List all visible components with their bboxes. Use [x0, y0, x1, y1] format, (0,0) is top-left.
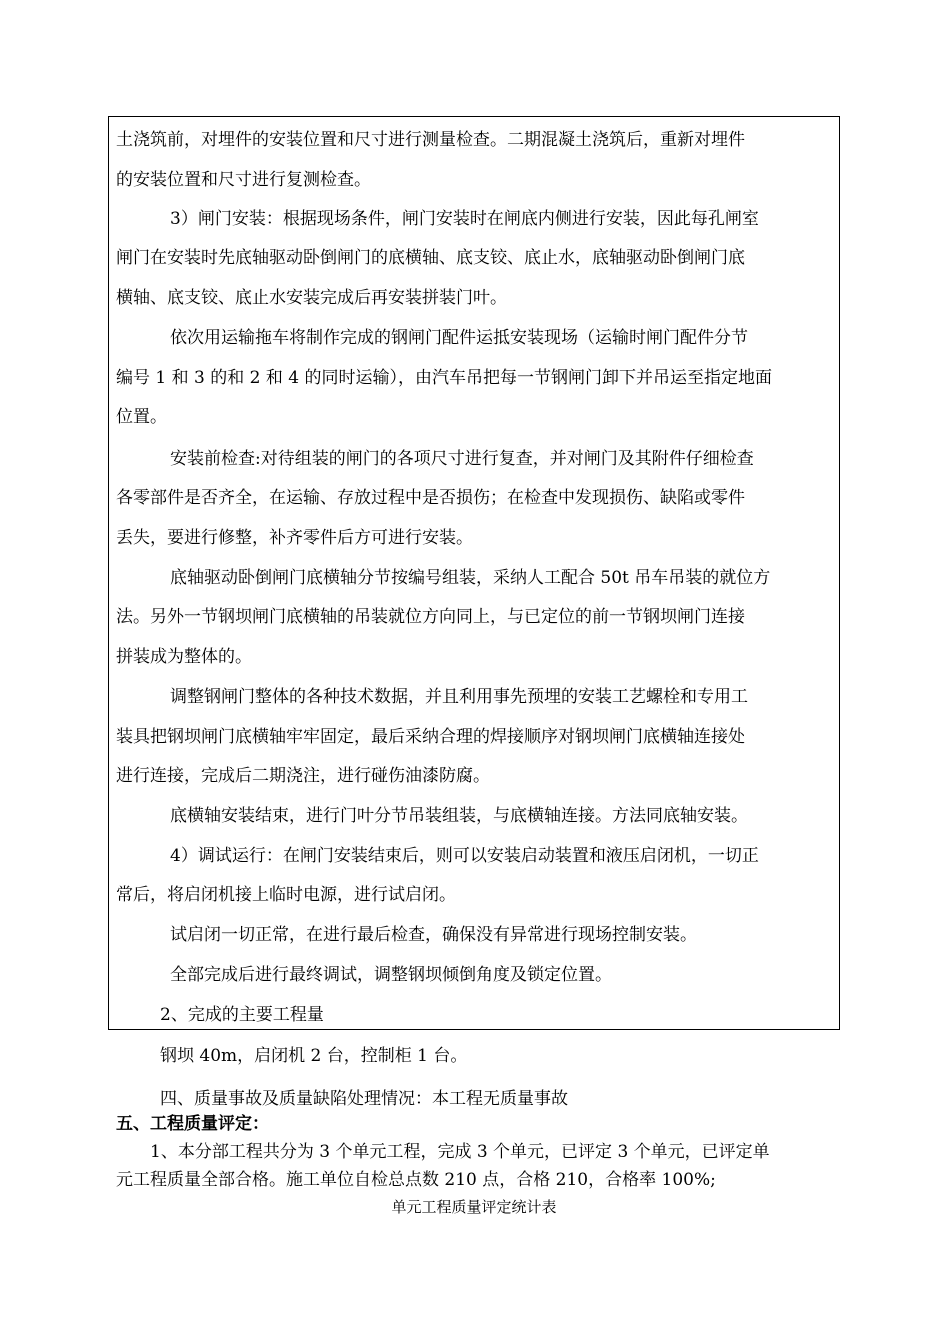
- text-line: 调整钢闸门整体的各种技术数据，并且利用事先预埋的安装工艺螺栓和专用工: [170, 687, 748, 707]
- text-line: 钢坝 40m，启闭机 2 台，控制柜 1 台。: [160, 1046, 468, 1066]
- text-line: 横轴、底支铰、底止水安装完成后再安装拼装门叶。: [116, 288, 507, 308]
- text-line: 底轴驱动卧倒闸门底横轴分节按编号组装，采纳人工配合 50t 吊车吊装的就位方: [170, 568, 771, 588]
- text-line: 3）闸门安装：根据现场条件，闸门安装时在闸底内侧进行安装，因此每孔闸室: [170, 209, 759, 229]
- text-line: 装具把钢坝闸门底横轴牢牢固定，最后采纳合理的焊接顺序对钢坝闸门底横轴连接处: [116, 727, 745, 747]
- text-line: 常后，将启闭机接上临时电源，进行试启闭。: [116, 885, 456, 905]
- text-line: 拼装成为整体的。: [116, 647, 252, 667]
- text-line: 依次用运输拖车将制作完成的钢闸门配件运抵安装现场（运输时闸门配件分节: [170, 328, 748, 348]
- text-line: 闸门在安装时先底轴驱动卧倒闸门的底横轴、底支铰、底止水，底轴驱动卧倒闸门底: [116, 248, 745, 268]
- table-caption: 单元工程质量评定统计表: [391, 1198, 557, 1216]
- text-line: 土浇筑前，对埋件的安装位置和尺寸进行测量检查。二期混凝土浇筑后，重新对埋件: [116, 130, 745, 150]
- text-line: 1、本分部工程共分为 3 个单元工程，完成 3 个单元，已评定 3 个单元，已评定单: [150, 1142, 770, 1162]
- text-line: 元工程质量全部合格。施工单位自检总点数 210 点，合格 210，合格率 100%;: [116, 1170, 716, 1190]
- text-line: 各零部件是否齐全，在运输、存放过程中是否损伤；在检查中发现损伤、缺陷或零件: [116, 488, 745, 508]
- text-line: 4）调试运行：在闸门安装结束后，则可以安装启动装置和液压启闭机，一切正: [170, 846, 759, 866]
- text-line: 位置。: [116, 407, 167, 427]
- text-line: 法。另外一节钢坝闸门底横轴的吊装就位方向同上，与已定位的前一节钢坝闸门连接: [116, 607, 745, 627]
- text-line: 安装前检查:对待组装的闸门的各项尺寸进行复查，并对闸门及其附件仔细检查: [170, 449, 754, 469]
- text-line: 的安装位置和尺寸进行复测检查。: [116, 170, 371, 190]
- text-line: 进行连接，完成后二期浇注，进行碰伤油漆防腐。: [116, 766, 490, 786]
- text-line: 编号 1 和 3 的和 2 和 4 的同时运输），由汽车吊把每一节钢闸门卸下并吊运至指定地面: [116, 368, 772, 388]
- text-line: 四、质量事故及质量缺陷处理情况：本工程无质量事故: [160, 1089, 568, 1109]
- text-line: 丢失，要进行修整，补齐零件后方可进行安装。: [116, 528, 473, 548]
- section-heading: 五、工程质量评定：: [116, 1114, 269, 1134]
- text-line: 全部完成后进行最终调试，调整钢坝倾倒角度及锁定位置。: [170, 965, 612, 985]
- text-line: 2、完成的主要工程量: [160, 1005, 324, 1025]
- text-line: 底横轴安装结束，进行门叶分节吊装组装，与底横轴连接。方法同底轴安装。: [170, 806, 748, 826]
- text-line: 试启闭一切正常，在进行最后检查，确保没有异常进行现场控制安装。: [170, 925, 697, 945]
